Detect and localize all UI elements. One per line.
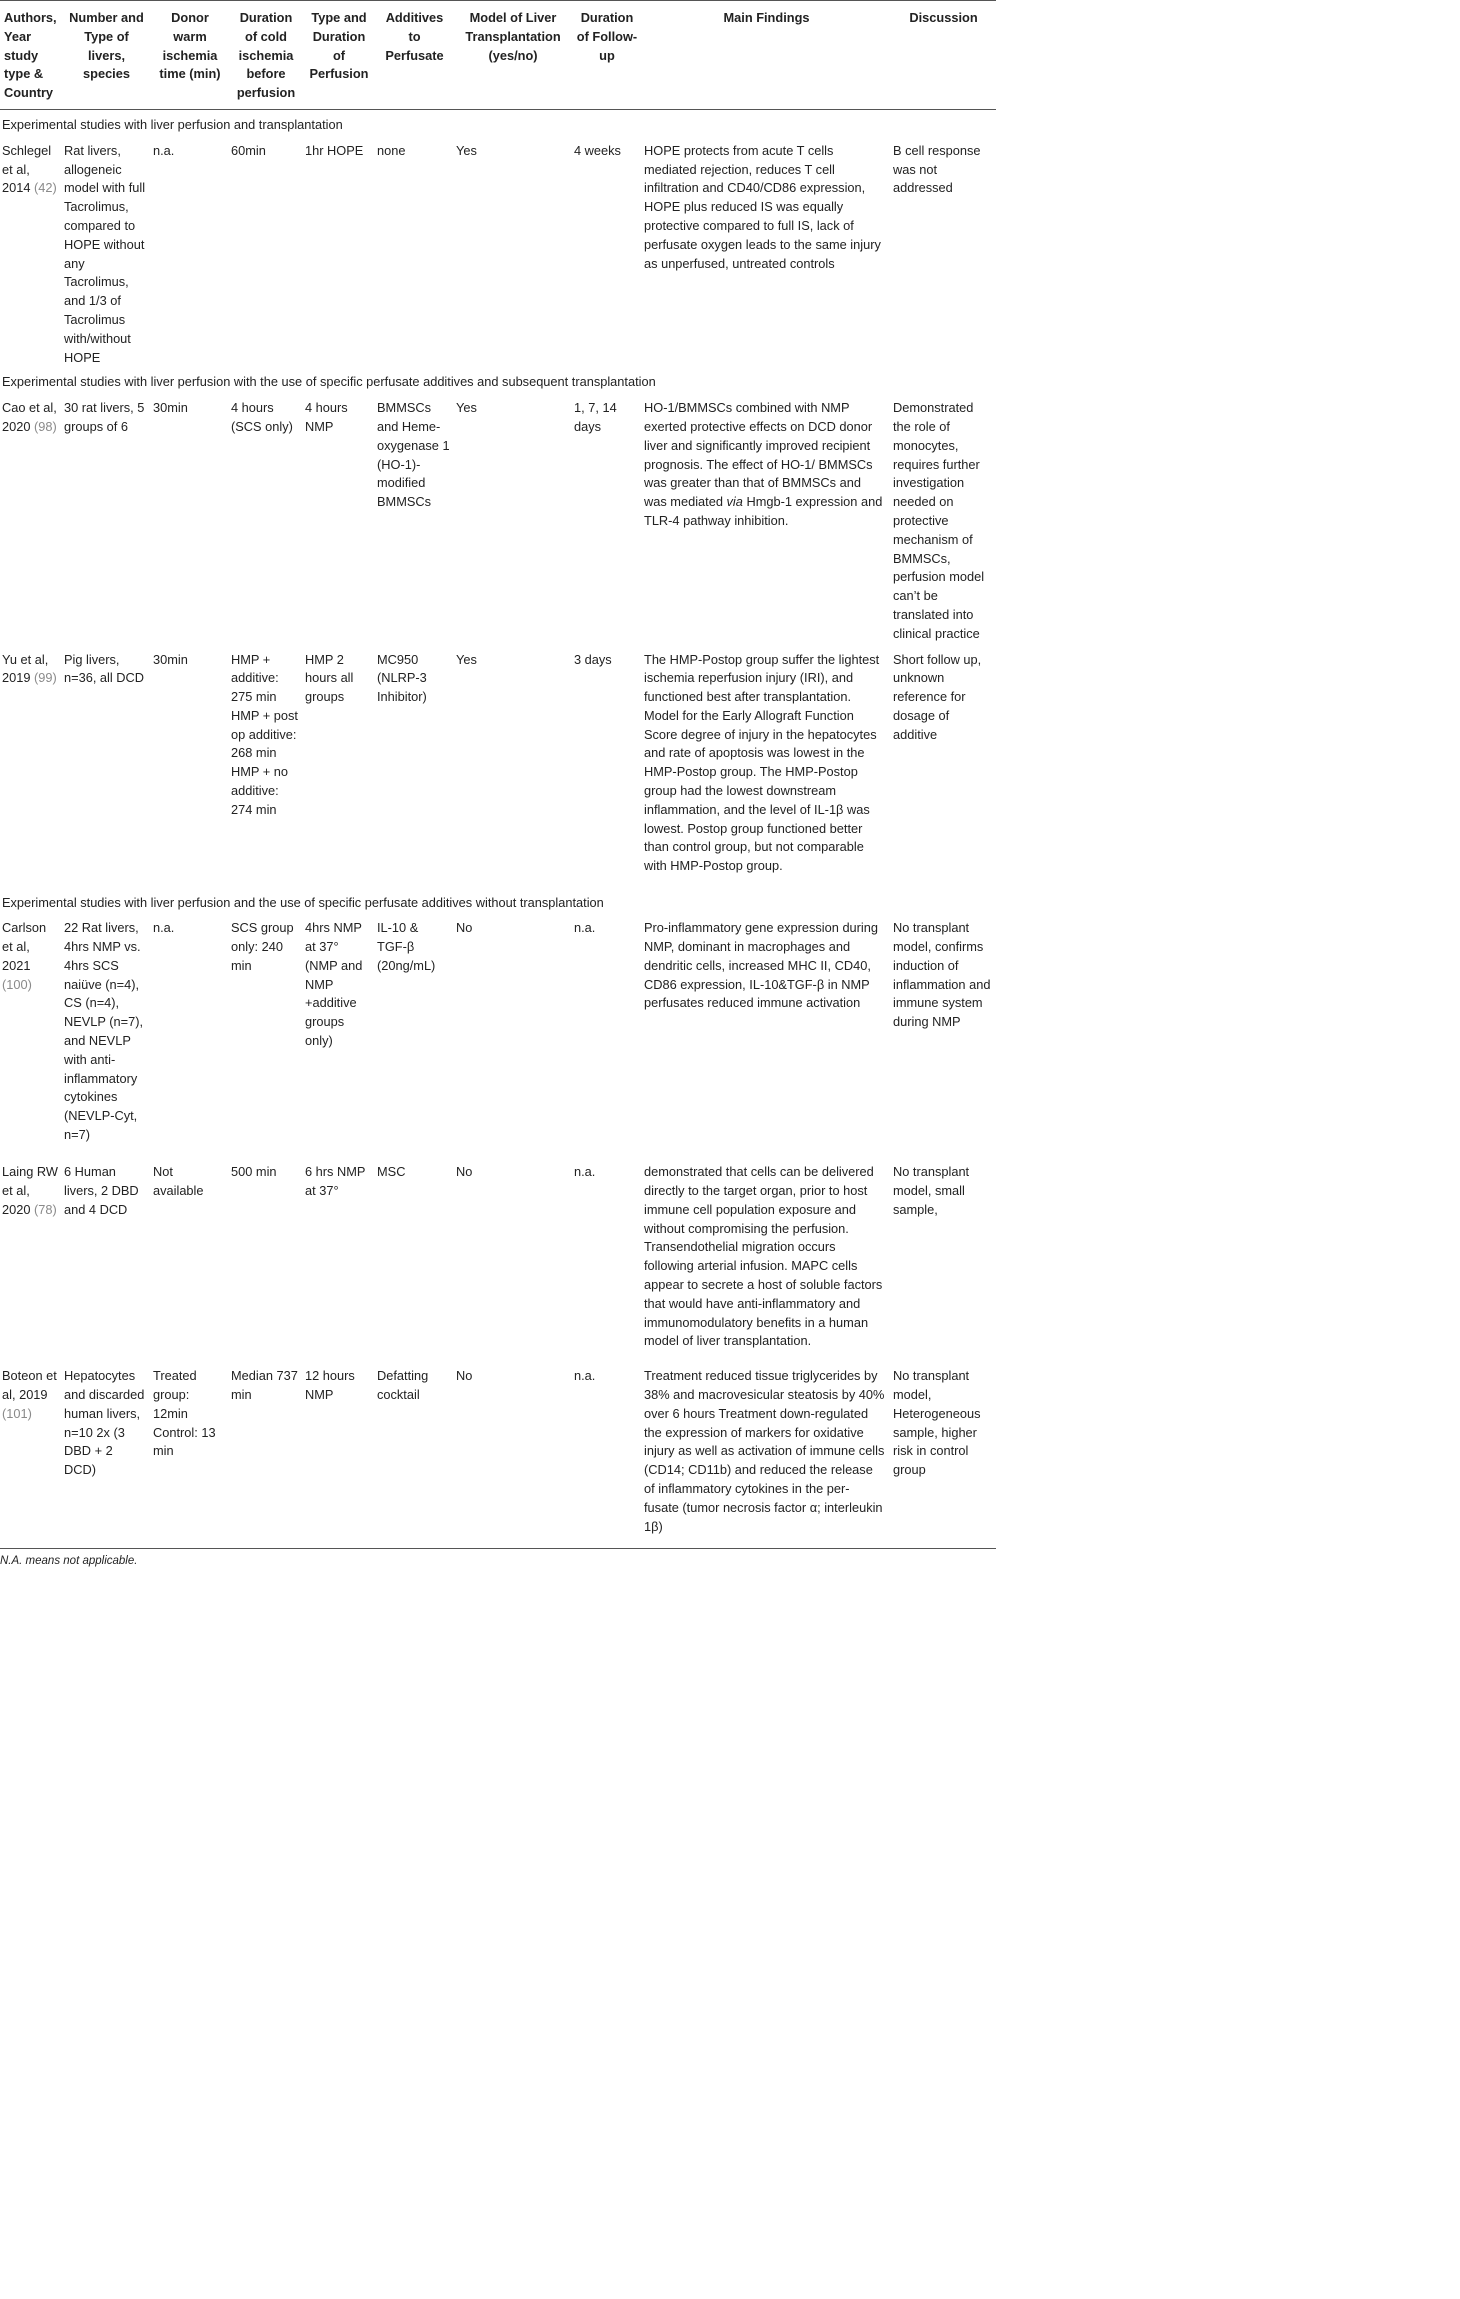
header-perfusion: Type and Duration of Perfusion	[303, 1, 375, 110]
cell-perfusion: 1hr HOPE	[305, 142, 364, 158]
cell-warm-ischemia: 30min	[153, 651, 188, 667]
findings-italic: via	[726, 494, 743, 510]
cell-follow-up: 3 days	[574, 651, 612, 667]
cell-livers: 30 rat livers, 5 groups of 6	[64, 400, 145, 434]
cell-follow-up: n.a.	[574, 1368, 596, 1384]
cell-cold-ischemia: SCS group only: 240 min	[231, 920, 294, 973]
reference-link[interactable]: (99)	[34, 670, 57, 686]
cell-model: No	[456, 1164, 473, 1180]
header-follow-up: Duration of Follow-up	[572, 1, 642, 110]
cell-author	[0, 1156, 62, 1360]
section-title: Experimental studies with liver perfusion with the use of specific perfusate additives and subsequent transplantation	[2, 374, 656, 390]
table-row	[0, 1360, 996, 1536]
cell-cold-ischemia: 60min	[231, 142, 266, 158]
cell-discussion: Demonstrated the role of monocytes, requires further investigation needed on protective mechanism of BMMSCs, perfusion model can’t be translated into clinical practice	[893, 400, 985, 641]
cell-additives: MC950 (NLRP-3 Inhibitor)	[377, 651, 427, 705]
cell-main-findings: Treatment reduced tissue triglycerides by 38% and macrovesicular steatosis by 40% over 6 hours Treatment down-regulated the expression of markers for oxidative injury as well as activation of immune cells (CD14; CD11b) and reduced the release of inflammatory cytokines in the per- fusate (tumor necrosis factor α; interleukin 1β)	[644, 1368, 885, 1534]
cell-model: No	[456, 920, 473, 936]
author-text: Cao et al, 2020	[2, 400, 57, 434]
section-title: Experimental studies with liver perfusion and transplantation	[2, 116, 343, 132]
section-title: Experimental studies with liver perfusion and the use of specific perfusate additives without transplantation	[2, 894, 604, 910]
section-heading	[0, 367, 996, 392]
cell-perfusion: HMP 2 hours all groups	[305, 651, 354, 705]
table-footnote: N.A. means not applicable.	[0, 1548, 996, 1567]
section-heading	[0, 888, 996, 913]
cell-perfusion: 4 hours NMP	[305, 400, 348, 434]
header-main-findings: Main Findings	[642, 1, 891, 110]
cell-follow-up: 1, 7, 14 days	[574, 400, 617, 434]
cell-model: Yes	[456, 400, 477, 416]
literature-table	[0, 0, 996, 1536]
cell-discussion: No transplant model, confirms induction of inflammation and immune system during NMP	[893, 920, 991, 1030]
section-heading	[0, 109, 996, 134]
reference-link[interactable]: (100)	[2, 976, 32, 992]
cell-main-findings: The HMP-Postop group suffer the lightest ischemia reperfusion injury (IRI), and functioned best after transplantation. Model for the Early Allograft Function Score degree of injury in the hepatocytes and rate of apoptosis was lowest in the HMP-Postop group. The HMP-Postop group had the lowest downstream inflammation, and the level of IL-1β was lowest. Postop group functioned better than control group, but not comparable with HMP-Postop group.	[644, 651, 880, 874]
header-cold-ischemia: Duration of cold ischemia before perfusion	[229, 1, 303, 110]
cell-perfusion: 4hrs NMP at 37° (NMP and NMP +additive groups only)	[305, 920, 363, 1049]
cell-warm-ischemia: Treated group: 12min Control: 13 min	[153, 1368, 216, 1459]
table-row	[0, 392, 996, 643]
cell-cold-ischemia: 4 hours (SCS only)	[231, 400, 293, 434]
cell-author	[0, 912, 62, 1156]
cell-livers: Rat livers, allogeneic model with full Tacrolimus, compared to HOPE without any Tacrolimus, and 1/3 of Tacrolimus with/without HOPE	[64, 142, 146, 365]
cell-livers: Hepatocytes and discarded human livers, n=10 2x (3 DBD + 2 DCD)	[64, 1368, 145, 1478]
cell-follow-up: n.a.	[574, 1164, 596, 1180]
cell-livers: 6 Human livers, 2 DBD and 4 DCD	[64, 1164, 139, 1217]
author-text: Yu et al, 2019	[2, 651, 49, 686]
author-text: Schlegel et al, 2014	[2, 142, 52, 196]
cell-discussion: No transplant model, Heterogeneous sample, higher risk in control group	[893, 1368, 981, 1478]
author-text: Carlson et al, 2021	[2, 920, 47, 973]
header-row	[0, 1, 996, 110]
cell-discussion: Short follow up, unknown reference for dosage of additive	[893, 651, 982, 742]
cell-warm-ischemia: Not available	[153, 1164, 204, 1199]
cell-author	[0, 135, 62, 368]
cell-livers: 22 Rat livers, 4hrs NMP vs. 4hrs SCS naiüve (n=4), CS (n=4), NEVLP (n=7), and NEVLP with anti-inflammatory cytokines (NEVLP-Cyt, n=7)	[64, 920, 144, 1143]
cell-warm-ischemia: n.a.	[153, 142, 175, 158]
cell-perfusion: 12 hours NMP	[305, 1368, 355, 1403]
table-row	[0, 912, 996, 1156]
cell-main-findings: HOPE protects from acute T cells mediated rejection, reduces T cell infiltration and CD40/CD86 expression, HOPE plus reduced IS was equally protective compared to full IS, lack of perfusate oxygen leads to the same injury as unperfused, untreated controls	[644, 142, 881, 271]
header-discussion: Discussion	[891, 1, 996, 110]
findings-text: HO-1/BMMSCs combined with NMP exerted protective effects on DCD donor liver and significantly improved recipient prognosis. The effect of HO-1/ BMMSCs was greater than that of BMMSCs and was mediated	[644, 400, 873, 510]
reference-link[interactable]: (42)	[34, 180, 57, 196]
table-row	[0, 135, 996, 368]
table-row	[0, 644, 996, 888]
cell-warm-ischemia: n.a.	[153, 920, 175, 936]
cell-main-findings: Pro-inflammatory gene expression during NMP, dominant in macrophages and dendritic cells, increased MHC II, CD40, CD86 expression, IL-10&TGF-β in NMP perfusates reduced immune activation	[644, 920, 879, 1011]
cell-author	[0, 1360, 62, 1536]
header-model: Model of Liver Transplantation (yes/no)	[454, 1, 572, 110]
cell-discussion: No transplant model, small sample,	[893, 1164, 970, 1217]
cell-model: No	[456, 1368, 473, 1384]
cell-livers: Pig livers, n=36, all DCD	[64, 651, 145, 686]
cell-follow-up: n.a.	[574, 920, 596, 936]
cell-additives: Defatting cocktail	[377, 1368, 429, 1403]
cell-perfusion: 6 hrs NMP at 37°	[305, 1164, 366, 1199]
cell-follow-up: 4 weeks	[574, 142, 621, 158]
cell-additives: none	[377, 142, 406, 158]
cell-discussion: B cell response was not addressed	[893, 142, 981, 196]
cell-author	[0, 392, 62, 643]
table-row	[0, 1156, 996, 1360]
author-text: Boteon et al, 2019	[2, 1368, 57, 1403]
cell-warm-ischemia: 30min	[153, 400, 188, 416]
cell-cold-ischemia: Median 737 min	[231, 1368, 298, 1403]
findings-text-cont: Hmgb-1 expression and TLR-4 pathway inhibition.	[644, 494, 883, 528]
cell-main-findings: demonstrated that cells can be delivered directly to the target organ, prior to host immune cell population exposure and without compromising the perfusion. Transendothelial migration occurs following arterial infusion. MAPC cells appear to secrete a host of soluble factors that would have anti-inflammatory and immunomodulatory benefits in a human model of liver transplantation.	[644, 1164, 883, 1349]
header-livers: Number and Type of livers, species	[62, 1, 151, 110]
cell-additives: IL-10 & TGF-β (20ng/mL)	[377, 920, 436, 973]
header-additives: Additives to Perfusate	[375, 1, 454, 110]
header-warm-ischemia: Donor warm ischemia time (min)	[151, 1, 229, 110]
reference-link[interactable]: (101)	[2, 1405, 32, 1421]
reference-link[interactable]: (78)	[34, 1201, 57, 1217]
cell-author	[0, 644, 62, 888]
cell-model: Yes	[456, 142, 477, 158]
author-text: Laing RW et al, 2020	[2, 1164, 58, 1217]
header-authors: Authors, Year study type & Country	[0, 1, 62, 110]
cell-additives: BMMSCs and Heme-oxygenase 1 (HO-1)-modified BMMSCs	[377, 400, 450, 510]
cell-cold-ischemia: HMP + additive: 275 min HMP + post op additive: 268 min HMP + no additive: 274 min	[231, 651, 298, 817]
reference-link[interactable]: (98)	[34, 418, 57, 434]
cell-additives: MSC	[377, 1164, 406, 1180]
cell-model: Yes	[456, 651, 477, 667]
cell-cold-ischemia: 500 min	[231, 1164, 277, 1180]
cell-main-findings	[642, 392, 891, 643]
